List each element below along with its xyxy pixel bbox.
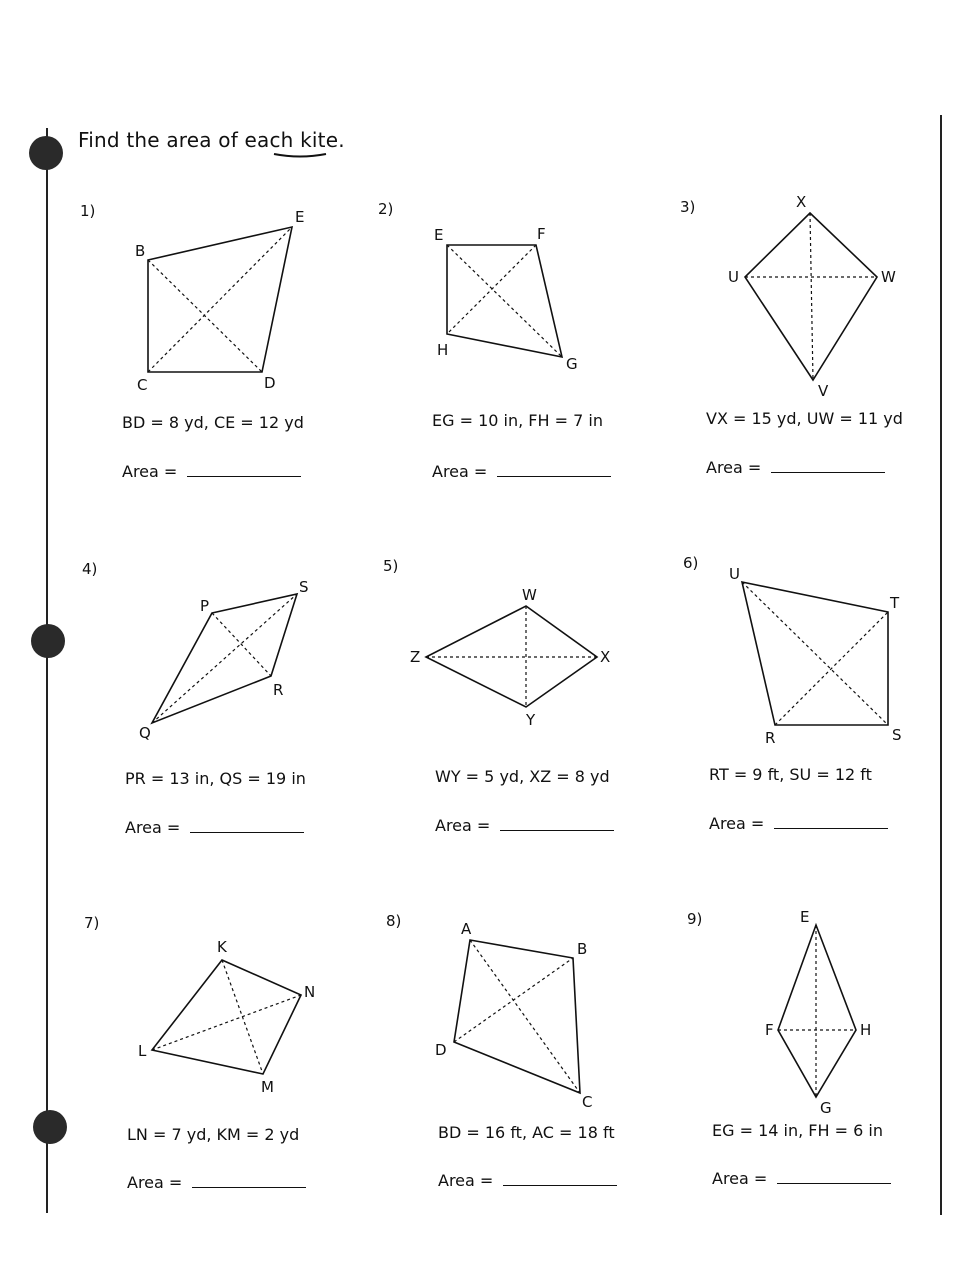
vertex-label: T	[890, 594, 900, 612]
vertex-label: B	[135, 242, 146, 260]
area-label: Area =	[706, 458, 762, 477]
vertex-label: Q	[139, 724, 151, 742]
problem-number: 6)	[683, 554, 699, 572]
given-measures: PR = 13 in, QS = 19 in	[125, 769, 306, 788]
given-measures: LN = 7 yd, KM = 2 yd	[127, 1125, 300, 1144]
given-measures: RT = 9 ft, SU = 12 ft	[709, 765, 872, 784]
vertex-label: R	[273, 681, 284, 699]
vertex-label: M	[261, 1078, 274, 1096]
vertex-label: D	[435, 1041, 447, 1059]
answer-blank[interactable]	[777, 1169, 891, 1184]
vertex-label: X	[600, 648, 611, 666]
problem-number: 2)	[378, 200, 394, 218]
area-label: Area =	[432, 462, 488, 481]
vertex-label: W	[881, 268, 896, 286]
area-label: Area =	[122, 462, 178, 481]
vertex-label: E	[434, 226, 444, 244]
vertex-label: B	[577, 940, 588, 958]
vertex-label: S	[299, 578, 309, 596]
vertex-label: L	[138, 1042, 147, 1060]
vertex-label: S	[892, 726, 902, 744]
given-measures: BD = 8 yd, CE = 12 yd	[122, 413, 304, 432]
vertex-label: U	[729, 565, 740, 583]
problem-number: 3)	[680, 198, 696, 216]
given-measures: WY = 5 yd, XZ = 8 yd	[435, 767, 610, 786]
area-answer	[712, 1169, 891, 1188]
vertex-label: W	[522, 586, 537, 604]
given-measures: BD = 16 ft, AC = 18 ft	[438, 1123, 615, 1142]
vertex-label: F	[537, 225, 546, 243]
area-label: Area =	[712, 1169, 768, 1188]
vertex-label: D	[264, 374, 276, 392]
vertex-label: V	[818, 382, 829, 400]
instructions-prefix: Find the area of each	[78, 128, 301, 152]
vertex-label: K	[217, 938, 227, 956]
vertex-label: C	[137, 376, 148, 394]
area-label: Area =	[127, 1173, 183, 1192]
vertex-label: P	[200, 597, 210, 615]
problem-number: 7)	[84, 914, 100, 932]
vertex-label: F	[765, 1021, 774, 1039]
vertex-label: E	[800, 908, 810, 926]
area-label: Area =	[709, 814, 765, 833]
vertex-label: N	[304, 983, 316, 1001]
area-label: Area =	[125, 818, 181, 837]
instructions-keyword: kite.	[300, 128, 345, 152]
vertex-label: X	[796, 193, 807, 211]
vertex-label: H	[437, 341, 449, 359]
problem-number: 5)	[383, 557, 399, 575]
problem-number: 8)	[386, 912, 402, 930]
vertex-label: R	[765, 729, 776, 747]
area-label: Area =	[438, 1171, 494, 1190]
area-label: Area =	[435, 816, 491, 835]
vertex-label: Z	[410, 648, 421, 666]
given-measures: EG = 14 in, FH = 6 in	[712, 1121, 883, 1140]
vertex-label: A	[461, 920, 472, 938]
vertex-label: C	[582, 1093, 593, 1111]
problem-number: 9)	[687, 910, 703, 928]
vertex-label: G	[820, 1099, 832, 1117]
vertex-label: U	[728, 268, 739, 286]
problem-number: 4)	[82, 560, 98, 578]
given-measures: EG = 10 in, FH = 7 in	[432, 411, 603, 430]
vertex-label: Y	[526, 711, 536, 729]
vertex-label: E	[295, 208, 305, 226]
problem-number: 1)	[80, 202, 96, 220]
given-measures: VX = 15 yd, UW = 11 yd	[706, 409, 903, 428]
vertex-label: G	[566, 355, 578, 373]
vertex-label: H	[860, 1021, 872, 1039]
